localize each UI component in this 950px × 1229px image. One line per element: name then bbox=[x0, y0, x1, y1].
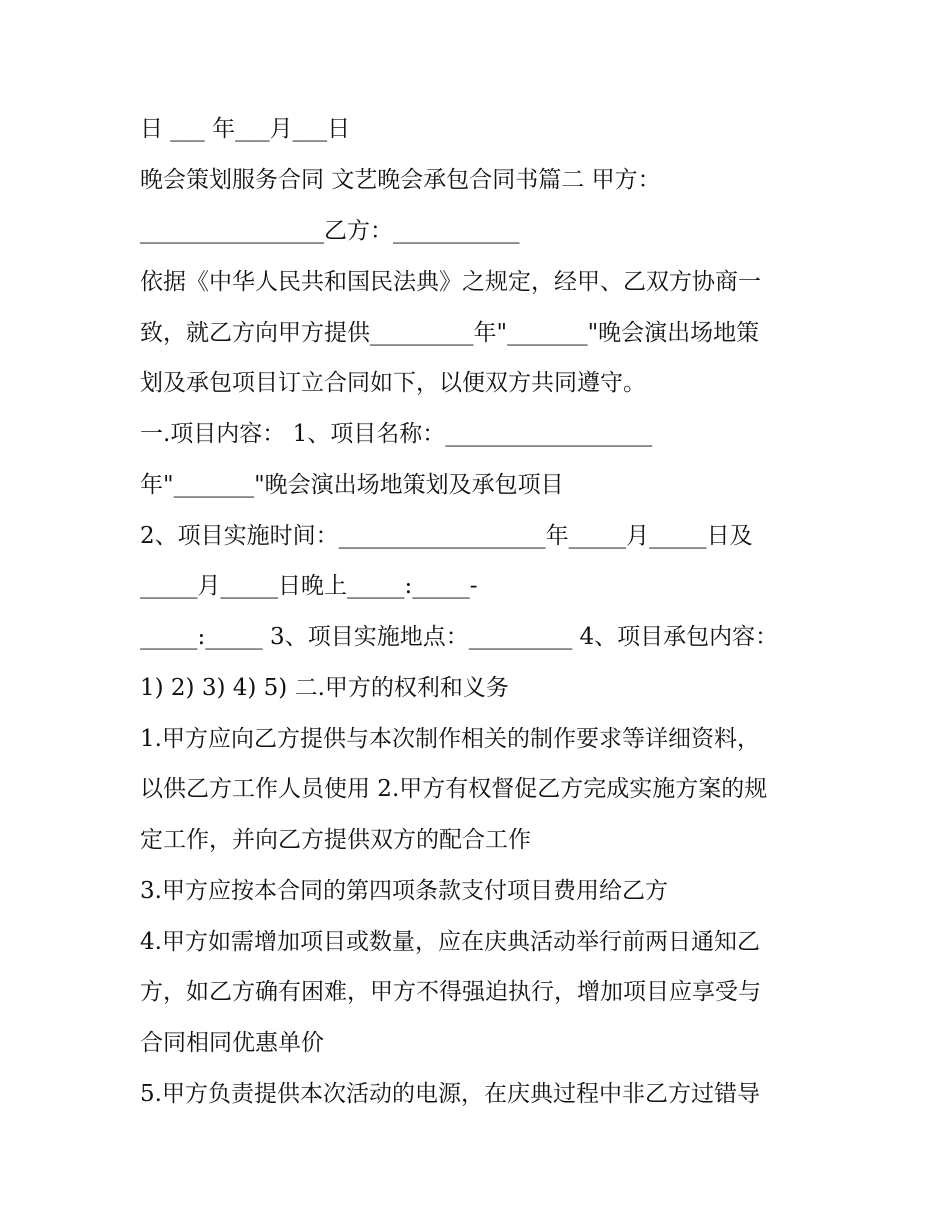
text-line: 3.甲方应按本合同的第四项条款支付项目费用给乙方 bbox=[140, 878, 668, 904]
text-line: 1) 2) 3) 4) 5) 二.甲方的权利和义务 bbox=[140, 675, 509, 701]
text-line: 致，就乙方向甲方提供_________年"_______"晚会演出场地策 bbox=[140, 320, 760, 346]
text-line: 2、项目实施时间：__________________年_____月_____日及 bbox=[140, 523, 753, 549]
text-line: 一.项目内容： 1、项目名称：__________________ bbox=[140, 421, 653, 447]
text-line: 5.甲方负责提供本次活动的电源，在庆典过程中非乙方过错导 bbox=[140, 1081, 760, 1107]
text-line: 方，如乙方确有困难，甲方不得强迫执行，增加项目应享受与 bbox=[140, 979, 761, 1005]
text-line: 以供乙方工作人员使用 2.甲方有权督促乙方完成实施方案的规 bbox=[140, 776, 768, 802]
text-line: 依据《中华人民共和国民法典》之规定，经甲、乙双方协商一 bbox=[140, 269, 761, 295]
text-line: 4.甲方如需增加项目或数量，应在庆典活动举行前两日通知乙 bbox=[140, 929, 760, 955]
text-line: 划及承包项目订立合同如下，以便双方共同遵守。 bbox=[140, 370, 646, 396]
text-line: 晚会策划服务合同 文艺晚会承包合同书篇二 甲方： bbox=[140, 167, 661, 193]
text-line: ________________乙方：___________ bbox=[140, 218, 520, 244]
text-line: 合同相同优惠单价 bbox=[140, 1030, 324, 1056]
text-line: 1.甲方应向乙方提供与本次制作相关的制作要求等详细资料， bbox=[140, 726, 760, 752]
text-line: _____:_____ 3、项目实施地点：_________ 4、项目承包内容： bbox=[140, 624, 779, 650]
text-line: 日 ___ 年___月___日 bbox=[140, 116, 351, 142]
text-line: 定工作，并向乙方提供双方的配合工作 bbox=[140, 827, 531, 853]
text-line: 年"_______"晚会演出场地策划及承包项目 bbox=[140, 472, 564, 498]
text-line: _____月_____日晚上_____:_____- bbox=[140, 573, 478, 599]
